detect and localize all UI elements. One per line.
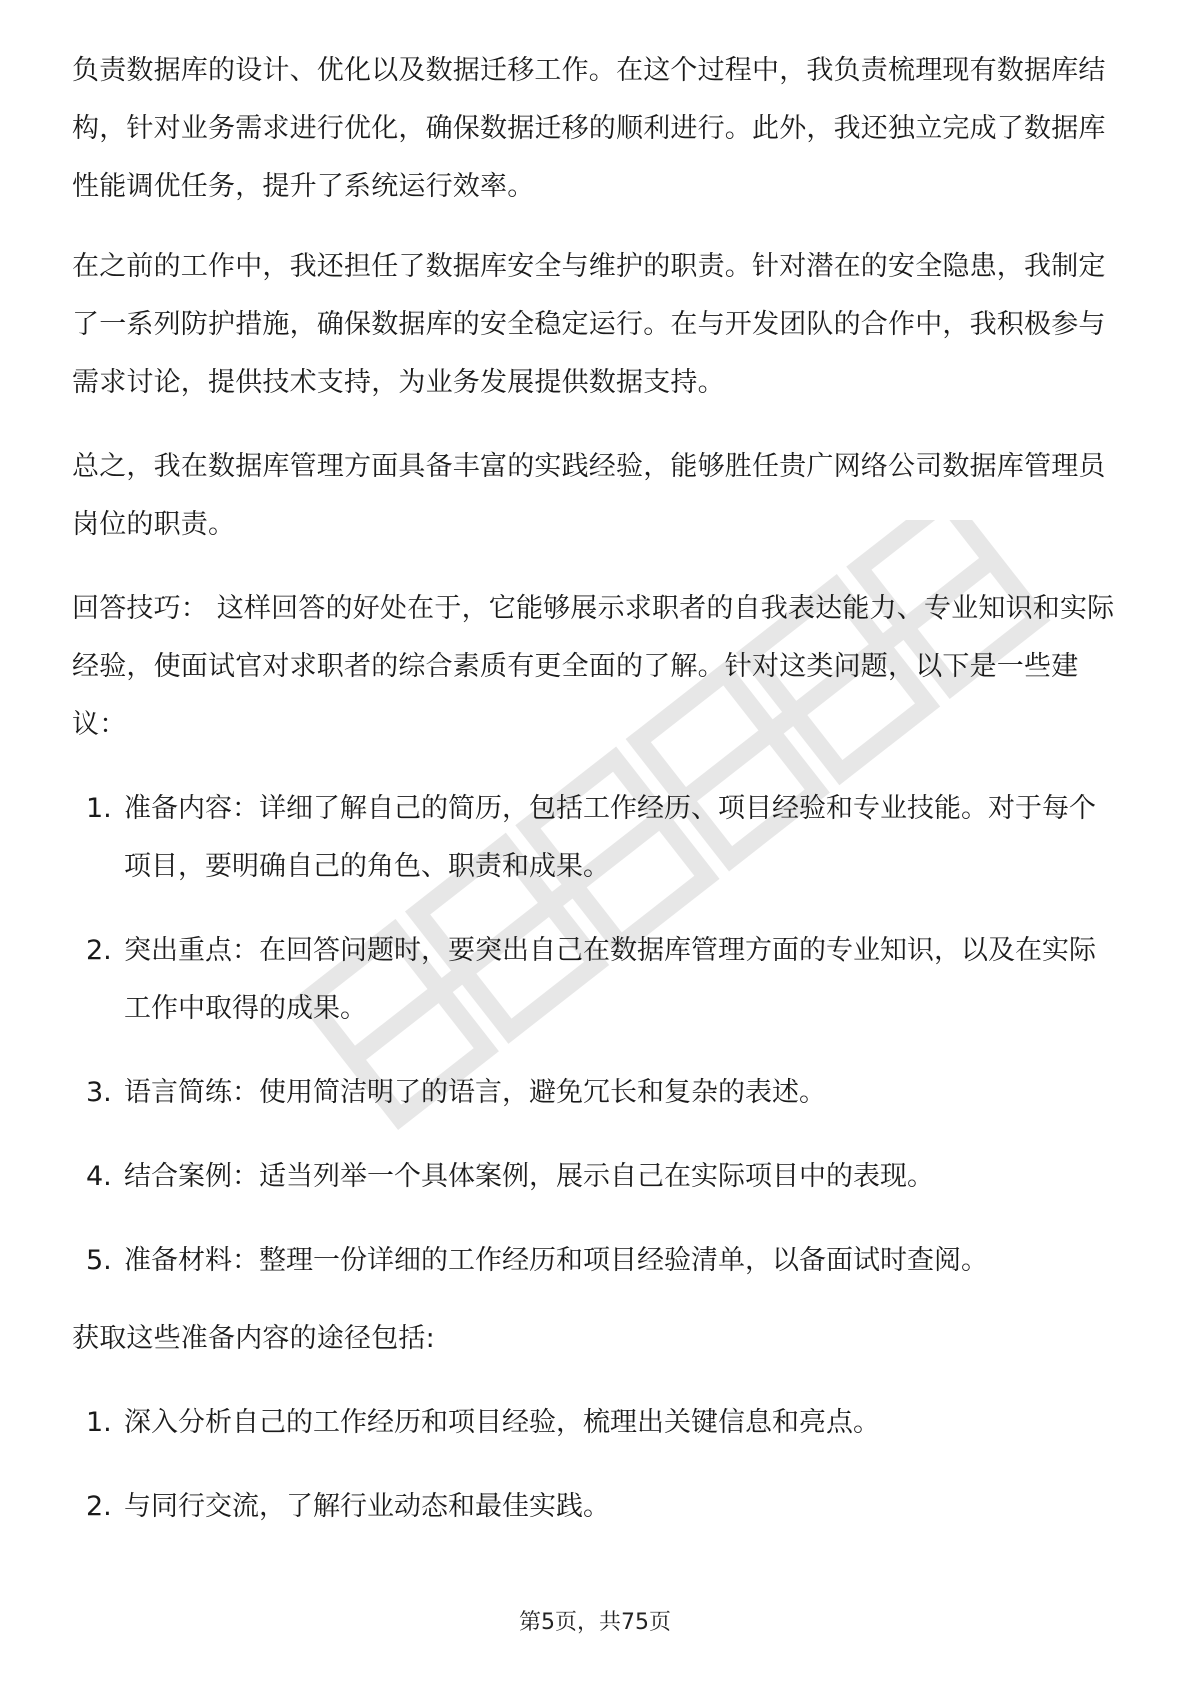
list-item: 5. 准备材料：整理一份详细的工作经历和项目经验清单，以备面试时查阅。 bbox=[86, 1245, 988, 1276]
list-item: 1. 深入分析自己的工作经历和项目经验，梳理出关键信息和亮点。 bbox=[86, 1407, 880, 1438]
paragraph-responsibilities: 负责数据库的设计、优化以及数据迁移工作。在这个过程中，我负责梳理现有数据库结构，针对业务需求进行优化，确保数据迁移的顺利进行。此外，我还独立完成了数据库性能调优任务，提升了系统运行效率。 bbox=[72, 55, 1106, 202]
paragraph-answer-tips: 回答技巧： 这样回答的好处在于，它能够展示求职者的自我表达能力、专业知识和实际经验，使面试官对求职者的综合素质有更全面的了解。针对这类问题，以下是一些建议： bbox=[72, 593, 1115, 740]
list-item: 2. 突出重点：在回答问题时，要突出自己在数据库管理方面的专业知识，以及在实际工作中取得的成果。 bbox=[86, 935, 1096, 1024]
list-item: 1. 准备内容：详细了解自己的简历，包括工作经历、项目经验和专业技能。对于每个项目，要明确自己的角色、职责和成果。 bbox=[86, 793, 1096, 882]
document-body bbox=[72, 42, 1122, 1562]
list-item: 4. 结合案例：适当列举一个具体案例，展示自己在实际项目中的表现。 bbox=[86, 1161, 934, 1192]
ways-heading: 获取这些准备内容的途径包括: bbox=[72, 1323, 435, 1354]
ways-list bbox=[72, 1394, 1122, 1536]
page-number: 第5页，共75页 bbox=[519, 1610, 671, 1635]
paragraph-security: 在之前的工作中，我还担任了数据库安全与维护的职责。针对潜在的安全隐患，我制定了一系列防护措施，确保数据库的安全稳定运行。在与开发团队的合作中，我积极参与需求讨论，提供技术支持，为业务发展提供数据支持。 bbox=[72, 251, 1106, 398]
paragraph-summary: 总之，我在数据库管理方面具备丰富的实践经验，能够胜任贵广网络公司数据库管理员岗位的职责。 bbox=[72, 451, 1106, 540]
list-item: 2. 与同行交流，了解行业动态和最佳实践。 bbox=[86, 1491, 610, 1522]
tips-list bbox=[72, 780, 1122, 1290]
list-item: 3. 语言简练：使用简洁明了的语言，避免冗长和复杂的表述。 bbox=[86, 1077, 826, 1108]
